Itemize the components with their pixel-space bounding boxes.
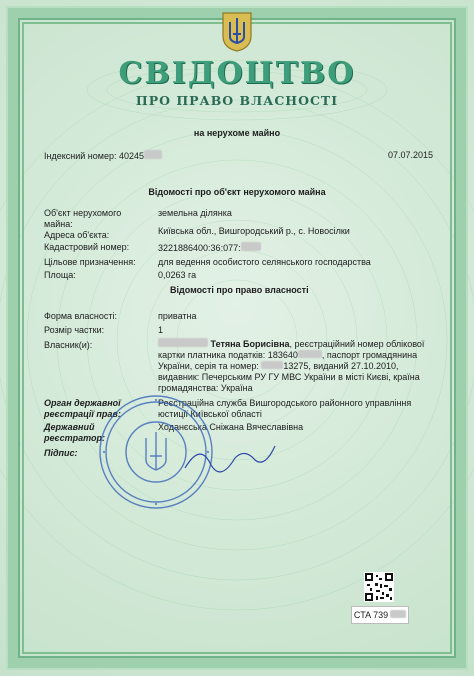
- ownership-form-label: Форма власності:: [44, 311, 117, 321]
- document-subtitle: ПРО ПРАВО ВЛАСНОСТІ: [135, 93, 339, 108]
- ownership-form-value: приватна: [158, 311, 197, 321]
- redacted-block: [298, 350, 322, 358]
- handwritten-signature: [180, 438, 280, 478]
- object-type: на нерухоме майно: [193, 128, 281, 138]
- index-number-value: 40245: [118, 151, 145, 161]
- index-number-label: Індексний номер:: [44, 151, 117, 161]
- redacted-block: [241, 242, 261, 251]
- object-value: земельна ділянка: [158, 208, 232, 218]
- document-number-value: CTA 739: [353, 610, 389, 620]
- redacted-block: [158, 338, 208, 347]
- address-label: Адреса об'єкта:: [44, 230, 110, 240]
- issue-date: 07.07.2015: [388, 150, 434, 160]
- area-value: 0,0263 га: [158, 270, 197, 280]
- share-size-value: 1: [158, 325, 164, 335]
- owner-label: Власник(и):: [44, 340, 93, 350]
- owner-name: Тетяна Борисівна: [210, 339, 290, 349]
- document-title: СВІДОЦТВО: [118, 56, 356, 91]
- authority-value: Реєстраційна служба Вишгородського районного управління юстиції Київської області: [158, 398, 412, 419]
- cadastral-value: 3221886400:36:077:: [158, 243, 241, 253]
- registrar-label: Державний реєстратор:: [44, 422, 105, 443]
- signature-label: Підпис:: [44, 448, 78, 458]
- authority-label: Орган державної реєстрації прав:: [44, 398, 121, 419]
- cadastral-label: Кадастровий номер:: [44, 242, 130, 252]
- trident-emblem-icon: [220, 10, 254, 52]
- index-number-row: [44, 150, 162, 162]
- purpose-value: для ведення особистого селянського господарства: [158, 257, 371, 267]
- object-section-heading: Відомості про об'єкт нерухомого майна: [148, 187, 326, 197]
- qr-code-icon: [364, 572, 394, 602]
- redacted-block: [144, 150, 162, 159]
- owner-details-part2: , паспорт громадянина України, серія та номер:: [158, 350, 418, 371]
- ownership-section-heading: Відомості про право власності: [170, 285, 309, 295]
- owner-details-part1: , реєстраційний номер облікової картки платника податків: 183640: [158, 339, 425, 360]
- share-size-label: Розмір частки:: [44, 325, 105, 335]
- purpose-label: Цільове призначення:: [44, 257, 136, 267]
- object-label: Об'єкт нерухомого майна:: [44, 208, 122, 229]
- redacted-block: [261, 361, 283, 369]
- registrar-value: Ходанєська Сніжана Вячеславівна: [158, 422, 304, 432]
- redacted-block: [390, 610, 406, 618]
- owner-details: [158, 338, 428, 394]
- area-label: Площа:: [44, 270, 76, 280]
- owner-details-part3: 13275, виданий 27.10.2010, видавник: Печерським РУ ГУ МВС України в місті Києві, країна громадянства: Україна: [158, 361, 420, 393]
- cadastral-row: [158, 242, 261, 254]
- address-value: Київська обл., Вишгородський р., с. Новосілки: [158, 226, 350, 236]
- document-number: [351, 606, 409, 624]
